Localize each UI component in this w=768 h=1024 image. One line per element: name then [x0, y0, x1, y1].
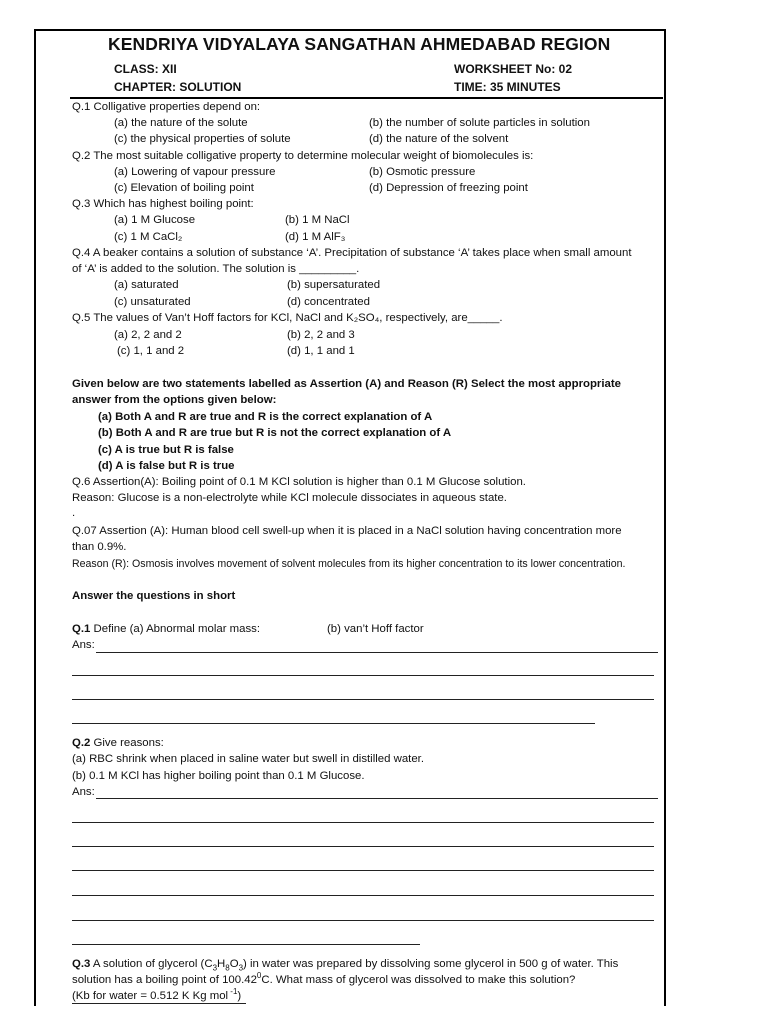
option: (b) 2, 2 and 3	[287, 329, 355, 341]
page-title: KENDRIYA VIDYALAYA SANGATHAN AHMEDABAD REGION	[108, 34, 611, 54]
answer-line[interactable]	[72, 920, 654, 921]
question-text: Q.4 A beaker contains a solution of substance ‘A’. Precipitation of substance ‘A’ takes place when small amount	[72, 247, 632, 259]
option: (a) 2, 2 and 2	[114, 329, 182, 341]
stray-dot: .	[72, 507, 76, 519]
answer-line[interactable]	[72, 944, 420, 945]
question-text: Define (a) Abnormal molar mass:	[90, 623, 261, 635]
option: (d) concentrated	[287, 296, 370, 308]
class-label: CLASS: XII	[114, 62, 177, 76]
answer-label: Ans:	[72, 786, 95, 798]
question-text: Q.5 The values of Van’t Hoff factors for KCl, NaCl and K₂SO₄, respectively, are_____.	[72, 312, 503, 324]
option: (c) 1, 1 and 2	[117, 345, 185, 357]
section-heading: Answer the questions in short	[72, 590, 236, 602]
question-text-line	[72, 973, 575, 987]
assertion-text: than 0.9%.	[72, 541, 127, 553]
choice: (d) A is false but R is true	[98, 460, 235, 472]
option: (b) the number of solute particles in solution	[369, 117, 590, 129]
option: (d) Depression of freezing point	[369, 182, 528, 194]
question-text: Q.1 Colligative properties depend on:	[72, 101, 261, 113]
assertion-text: Q.6 Assertion(A): Boiling point of 0.1 M KCl solution is higher than 0.1 M Glucose solution.	[72, 476, 526, 488]
question-text: A solution of glycerol (C	[90, 958, 213, 970]
question-part: (b) 0.1 M KCl has higher boiling point than 0.1 M Glucose.	[72, 770, 365, 782]
section-intro: answer from the options given below:	[72, 394, 277, 406]
superscript: 0	[256, 971, 262, 981]
choice: (b) Both A and R are true but R is not the correct explanation of A	[98, 427, 452, 439]
question-text: ) in water was prepared by dissolving some glycerol in 500 g of water. This	[243, 958, 619, 970]
question-text-line	[72, 989, 241, 1003]
option: (a) Lowering of vapour pressure	[114, 166, 276, 178]
answer-line[interactable]	[72, 723, 595, 724]
answer-line[interactable]	[72, 846, 654, 847]
answer-line[interactable]	[96, 798, 658, 799]
option: (b) 1 M NaCl	[285, 214, 350, 226]
answer-line[interactable]	[96, 652, 658, 653]
question-text: O	[229, 958, 239, 970]
subscript: 8	[225, 963, 230, 973]
answer-line[interactable]	[72, 699, 654, 700]
question-text: of ‘A’ is added to the solution. The solution is _________.	[72, 263, 360, 275]
question-number: Q.2	[72, 737, 91, 749]
answer-label: Ans:	[72, 639, 95, 651]
option: (d) 1, 1 and 1	[287, 345, 355, 357]
answer-line[interactable]	[72, 822, 654, 823]
option: (d) 1 M AlF₃	[285, 231, 346, 243]
time-label: TIME: 35 MINUTES	[454, 80, 561, 94]
short-question-2	[72, 736, 164, 750]
short-question-1	[72, 622, 260, 636]
short-question-3	[72, 957, 618, 971]
question-text: Q.2 The most suitable colligative property to determine molecular weight of biomolecules is:	[72, 150, 534, 162]
choice: (a) Both A and R are true and R is the correct explanation of A	[98, 411, 433, 423]
question-text: solution has a boiling point of 100.42	[72, 974, 257, 986]
reason-text: Reason (R): Osmosis involves movement of solvent molecules from its higher concentration to its lower concentration.	[72, 558, 626, 570]
choice: (c) A is true but R is false	[98, 444, 234, 456]
answer-line[interactable]	[72, 895, 654, 896]
option: (d) the nature of the solvent	[369, 133, 509, 145]
subscript: 3	[238, 963, 244, 973]
option: (c) Elevation of boiling point	[114, 182, 254, 194]
superscript: -1	[228, 987, 238, 997]
worksheet-number: WORKSHEET No: 02	[454, 62, 573, 76]
section-intro: Given below are two statements labelled as Assertion (A) and Reason (R) Select the most appropriate	[72, 378, 621, 390]
question-text: )	[237, 990, 242, 1002]
answer-line[interactable]	[72, 675, 654, 676]
option: (a) 1 M Glucose	[114, 214, 196, 226]
question-part: (a) RBC shrink when placed in saline water but swell in distilled water.	[72, 753, 425, 765]
header-divider	[70, 97, 663, 99]
question-number: Q.1	[72, 623, 91, 635]
question-text: Q.3 Which has highest boiling point:	[72, 198, 254, 210]
option: (a) saturated	[114, 279, 179, 291]
question-number: Q.3	[72, 958, 91, 970]
question-text: Give reasons:	[90, 737, 164, 749]
assertion-text: Q.07 Assertion (A): Human blood cell swell-up when it is placed in a NaCl solution having concentration more	[72, 525, 622, 537]
question-text: C. What mass of glycerol was dissolved to make this solution?	[261, 974, 576, 986]
chapter-label: CHAPTER: SOLUTION	[114, 80, 242, 94]
option: (a) the nature of the solute	[114, 117, 248, 129]
question-text: (Kb for water = 0.512 K Kg mol	[72, 990, 229, 1002]
underline	[72, 1003, 246, 1004]
option: (b) Osmotic pressure	[369, 166, 476, 178]
option: (c) 1 M CaCl₂	[114, 231, 183, 243]
option: (b) supersaturated	[287, 279, 381, 291]
subscript: 3	[212, 963, 218, 973]
answer-line[interactable]	[72, 870, 654, 871]
question-text: H	[217, 958, 226, 970]
question-part: (b) van’t Hoff factor	[327, 623, 424, 635]
option: (c) unsaturated	[114, 296, 191, 308]
reason-text: Reason: Glucose is a non-electrolyte while KCl molecule dissociates in aqueous state.	[72, 492, 507, 504]
option: (c) the physical properties of solute	[114, 133, 291, 145]
